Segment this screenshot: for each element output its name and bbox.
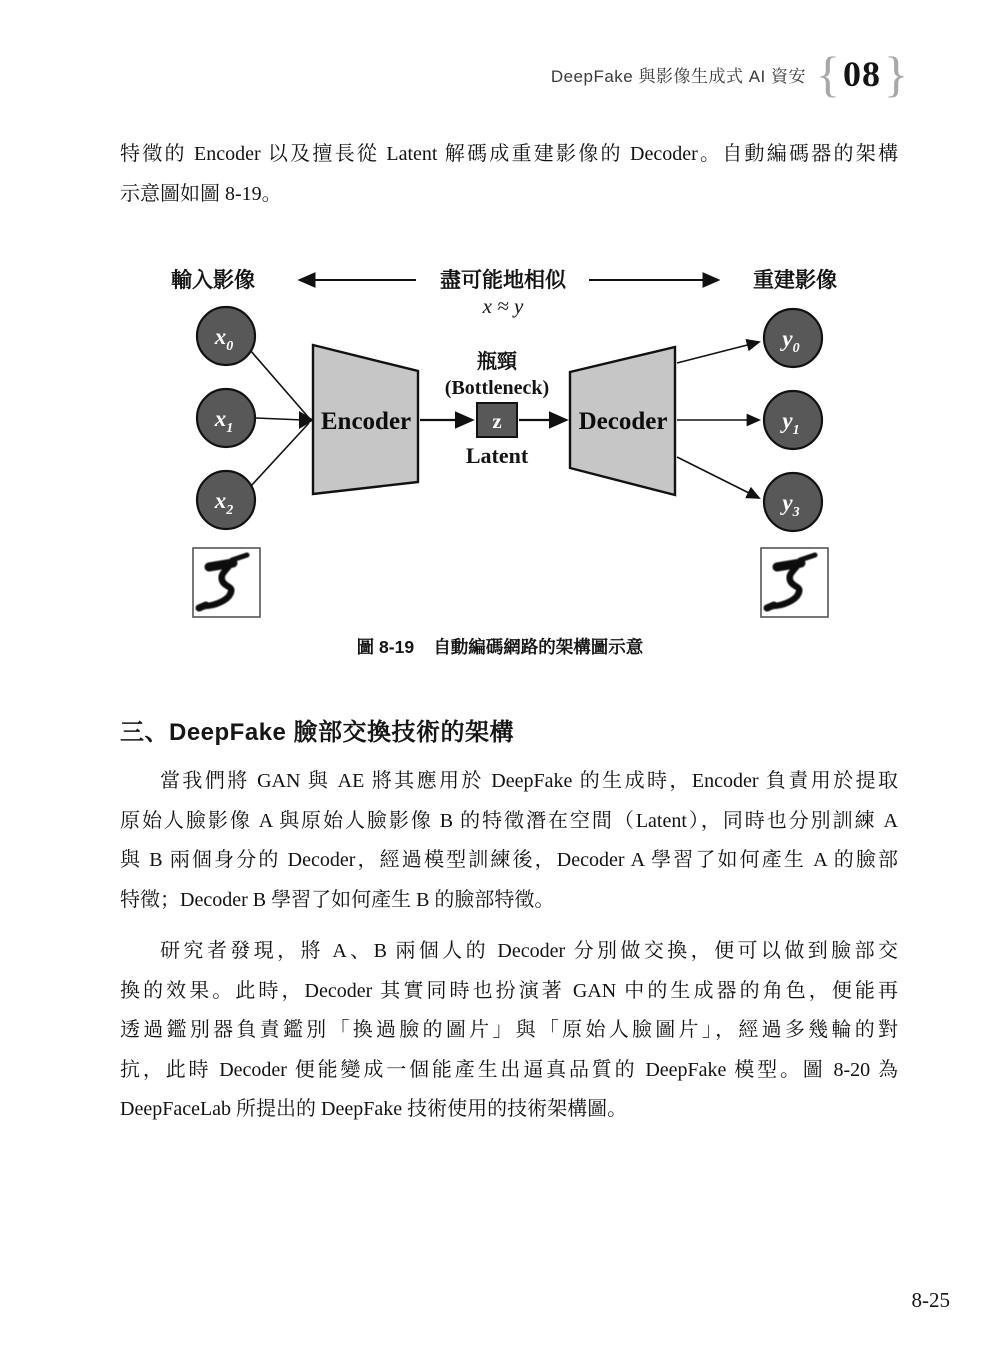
body-paragraph-2 xyxy=(120,762,898,920)
text-line: 當我們將 GAN 與 AE 將其應用於 DeepFake 的生成時，Encoder 負責用於提取 xyxy=(160,770,898,792)
edge-x0-encoder xyxy=(250,350,309,418)
text-line: 示意圖如圖 8-19。 xyxy=(120,182,282,205)
node-y3 xyxy=(764,473,822,531)
label-similarity: 盡可能地相似 xyxy=(440,269,566,292)
figure-caption-text: 自動編碼網路的架構圖示意 xyxy=(433,637,644,657)
text-line: 換的效果。此時，Decoder 其實同時也扮演著 GAN 中的生成器的角色，便能再 xyxy=(120,979,898,1002)
node-y1-label: y1 xyxy=(782,408,800,438)
node-x1-label: x1 xyxy=(214,406,234,436)
text-line: 與 B 兩個身分的 Decoder，經過模型訓練後，Decoder A 學習了如何產生 A 的臉部 xyxy=(120,849,898,871)
latent-box-label: z xyxy=(492,409,502,433)
reconstructed-digit-image xyxy=(761,548,828,617)
input-digit-image xyxy=(193,548,260,617)
page-number: 8-25 xyxy=(911,1288,950,1312)
section-heading: 三、DeepFake 臉部交換技術的架構 xyxy=(120,719,515,746)
running-head-title: DeepFake 與影像生成式 AI 資安 xyxy=(550,66,806,86)
label-reconstructed-image: 重建影像 xyxy=(753,269,837,292)
text-line: 特徵；Decoder B 學習了如何產生 B 的臉部特徵。 xyxy=(120,888,555,911)
body-paragraph-3 xyxy=(120,932,898,1130)
text-line: 特徵的 Encoder 以及擅長從 Latent 解碼成重建影像的 Decoder。自動編碼器的架構 xyxy=(120,143,898,165)
node-x0-label: x0 xyxy=(214,324,234,354)
decoder-label: Decoder xyxy=(578,408,668,435)
label-input-image: 輸入影像 xyxy=(171,269,255,292)
edge-x2-encoder xyxy=(250,423,309,487)
node-y0 xyxy=(764,309,822,367)
figure-caption xyxy=(0,634,1000,659)
label-bottleneck-zh: 瓶頸 xyxy=(477,351,517,373)
chapter-number: 08 xyxy=(843,54,881,94)
label-latent: Latent xyxy=(465,443,529,468)
node-y3-label: y3 xyxy=(782,490,800,520)
edge-decoder-y3 xyxy=(677,457,759,498)
edge-decoder-y0 xyxy=(677,342,759,363)
text-line: 透過鑑別器負責鑑別「換過臉的圖片」與「原始人臉圖片」，經過多幾輪的對 xyxy=(120,1019,898,1041)
text-line: 研究者發現，將 A、B 兩個人的 Decoder 分別做交換，便可以做到臉部交 xyxy=(160,940,898,962)
encoder-label: Encoder xyxy=(320,408,412,435)
label-bottleneck-en: (Bottleneck) xyxy=(444,377,550,399)
node-x2-label: x2 xyxy=(214,488,234,518)
edge-x1-encoder xyxy=(256,418,303,420)
node-y1 xyxy=(764,391,822,449)
text-line: 原始人臉影像 A 與原始人臉影像 B 的特徵潛在空間（Latent），同時也分別訓練 A xyxy=(120,809,898,832)
figure-caption-number: 圖 8-19 xyxy=(356,637,415,657)
node-y0-label: y0 xyxy=(782,326,800,356)
label-x-approx-y: x ≈ y xyxy=(482,294,524,318)
brace-right-icon: } xyxy=(884,46,908,102)
brace-left-icon: { xyxy=(816,46,840,102)
text-line: 抗，此時 Decoder 便能變成一個能產生出逼真品質的 DeepFake 模型。圖 8-20 為 xyxy=(120,1058,898,1081)
text-line: DeepFaceLab 所提出的 DeepFake 技術使用的技術架構圖。 xyxy=(120,1098,628,1120)
